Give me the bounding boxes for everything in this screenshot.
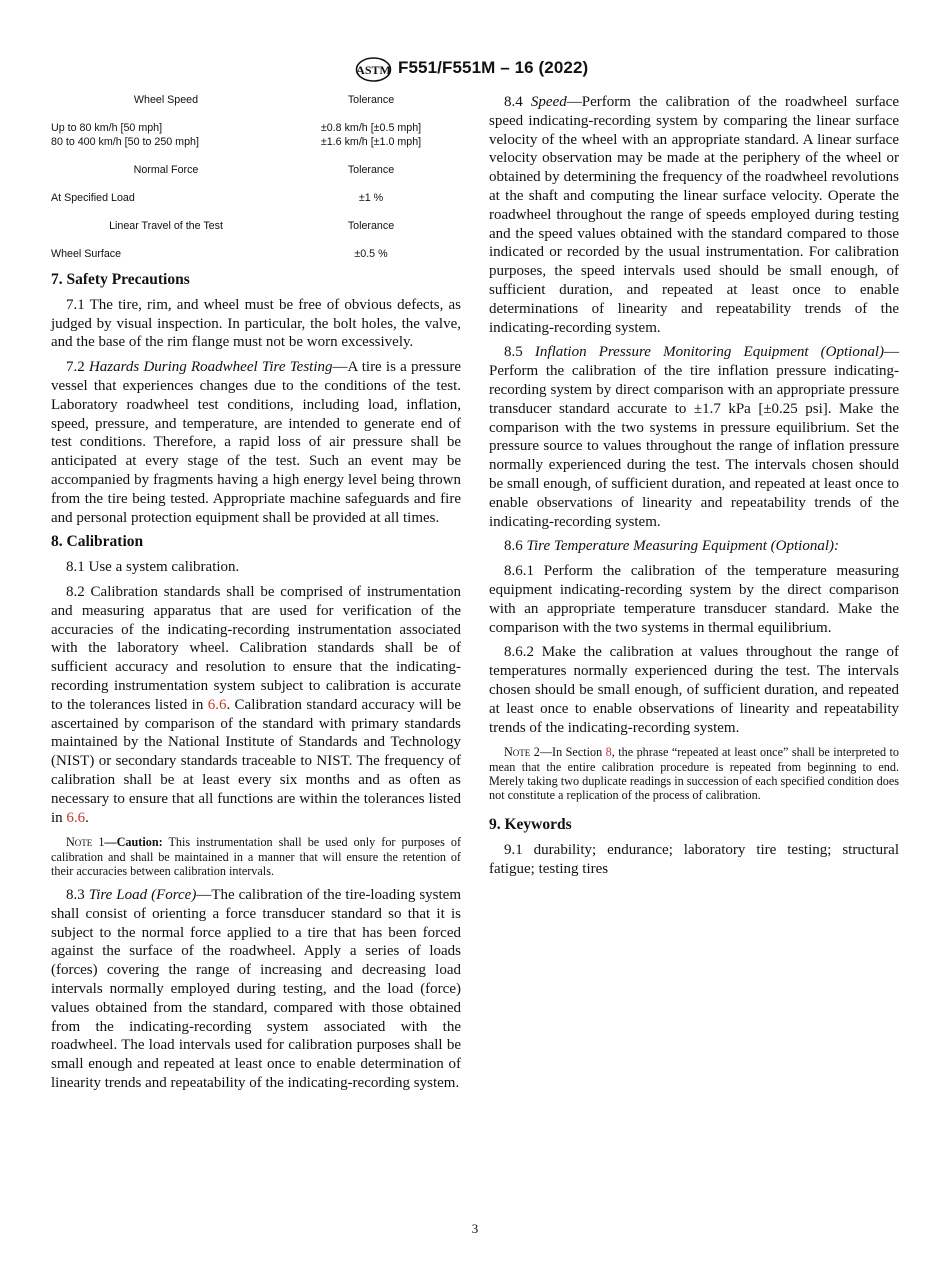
cross-reference-link[interactable]: 8 — [605, 745, 612, 760]
paragraph: 8.6.1 Perform the calibration of the temperature measuring equipment indicating-recording system by the direct comparison with an appropriate temperature transducer standard. Make the comparison with the two systems in thermal equilibrium. — [489, 563, 899, 636]
note-1: Note 1—Caution: This instrumentation shall be used only for purposes of calibration and shall be maintained in a manner that will ensure the retention of their accuracies between calibration intervals. — [51, 835, 462, 878]
paragraph: 7.2 Hazards During Roadwheel Tire Testing—A tire is a pressure vessel that experiences changes due to the conditions of the test. Laboratory roadwheel test conditions, including load, inflation, speed, pressure, and temperature, are intended to generate end of test conditions. Therefore, a rapid loss of air pressure shall be anticipated at every stage of the test. Such an event may be accompanied by fragments having a high energy level being thrown from the tire being tested. Appropriate machine safeguards and fire and personal protection equipment shall be provided at all times. — [51, 359, 461, 526]
section-heading: 8. Calibration — [51, 533, 144, 551]
paragraph: 9.1 durability; endurance; laboratory tire testing; structural fatigue; testing tires — [489, 841, 899, 877]
paragraph: 8.4 Speed—Perform the calibration of the roadwheel surface speed indicating-recording system by comparing the linear surface velocity of the wheel with an appropriate standard. A linear surface velocity observation may be made at the periphery of the wheel or obtained by determining the frequency of the roadwheel revolutions at the shaft and computing the linear surface velocity. Operate the roadwheel throughout the range of speeds employed during testing and the speed values obtained with the standard compared to those indicated or recorded by the usual instrumentation. For calibration purposes, the speed intervals used should be small enough, of sufficient duration, and repeated at least once to enable determinations of linearity and repeatability trends of the indicating-recording system. — [489, 94, 899, 336]
logo-text: ASTM — [356, 63, 391, 77]
cross-reference-link[interactable]: 6.6 — [66, 809, 86, 826]
table-header-row: Linear Travel of the Test Tolerance — [109, 220, 395, 232]
astm-logo-icon — [355, 57, 392, 82]
note-2: Note 2—In Section 8, the phrase “repeated at least once” shall be interpreted to mean that the entire calibration procedure is repeated from beginning to end. Merely taking two duplicate readings in succession of each specified condition does not constitute a replication of the process of calibration. — [489, 745, 899, 802]
paragraph: 8.5 Inflation Pressure Monitoring Equipment (Optional)—Perform the calibration of the tire inflation pressure indicating-recording system by direct comparison with an appropriate pressure transducer standard accurate to ±1.7 kPa [±0.25 psi]. Make the comparison with the two systems in pressure equilibrium. Set the pressure source to values throughout the range of inflation pressure normally experienced during the test. The intervals chosen should be small enough, of sufficient duration, and repeated at least once to enable observations of linearity and repeatability trends of the indicating-recording system. — [489, 344, 900, 530]
section-heading: 9. Keywords — [489, 816, 572, 834]
paragraph: 8.2 Calibration standards shall be comprised of instrumentation and measuring apparatus that are used for verification of the accuracies of the indicating-recording instrumentation associated with the laboratory wheel. Calibration standards shall be of sufficient accuracy and resolution to ensure that the indicating-recording instrumentation system subject to calibration is accurate to the tolerances listed in 6.6. Calibration standard accuracy will be ascertained by comparison of the standard with primary standards maintained by the National Institute of Standards and Technology (NIST) or secondary standards traceable to NIST. The frequency of calibration shall be at least every six months and as often as necessary to ensure that all functions are within the tolerances listed in 6.6. — [51, 583, 462, 826]
table-header-row: Normal Force Tolerance — [133, 164, 395, 176]
paragraph: 8.1 Use a system calibration. — [66, 559, 240, 576]
tolerance-table — [51, 93, 461, 261]
right-column — [489, 93, 899, 885]
document-id: F551/F551M – 16 (2022) — [398, 58, 589, 77]
cross-reference-link[interactable]: 6.6 — [207, 696, 227, 713]
table-header-row: Wheel Speed Tolerance — [133, 94, 395, 106]
left-column — [51, 93, 461, 1093]
page-header — [0, 57, 950, 83]
section-heading: 7. Safety Precautions — [51, 271, 190, 288]
table-row: 80 to 400 km/h [50 to 250 mph] ±1.6 km/h [±1.0 mph] — [51, 136, 422, 148]
paragraph: 7.1 The tire, rim, and wheel must be free of obvious defects, as judged by visual inspection. In particular, the bolt holes, the valve, and the base of the rim flange must not be worn excessively. — [51, 296, 461, 351]
page-number: 3 — [471, 1221, 479, 1236]
table-row: Up to 80 km/h [50 mph] ±0.8 km/h [±0.5 mph] — [51, 122, 422, 134]
paragraph: 8.3 Tire Load (Force)—The calibration of the tire-loading system shall consist of orienting a force transducer standard so that it is subject to the normal force applied to a tire that has been forced against the surface of the roadwheel. Apply a series of loads (forces) covering the range of increasing and decreasing load intervals normally employed during testing, and the load (force) values obtained from the standard, compared with those obtained from the indicating-recording system associated with the roadwheel. The load intervals used for calibration purposes shall be small enough and repeated at least once to enable determination of linearity trends and repeatability of the indicating-recording system. — [51, 886, 462, 1091]
table-row: At Specified Load ±1 % — [51, 192, 384, 204]
paragraph: 8.6 Tire Temperature Measuring Equipment (Optional): — [504, 538, 839, 555]
paragraph: 8.6.2 Make the calibration at values throughout the range of temperatures normally experienced during the test. The intervals chosen should be small enough, of sufficient duration, and repeated at least once to enable observations of linearity and repeatability trends of the indicating-recording system. — [489, 644, 899, 736]
table-row: Wheel Surface ±0.5 % — [51, 248, 388, 260]
